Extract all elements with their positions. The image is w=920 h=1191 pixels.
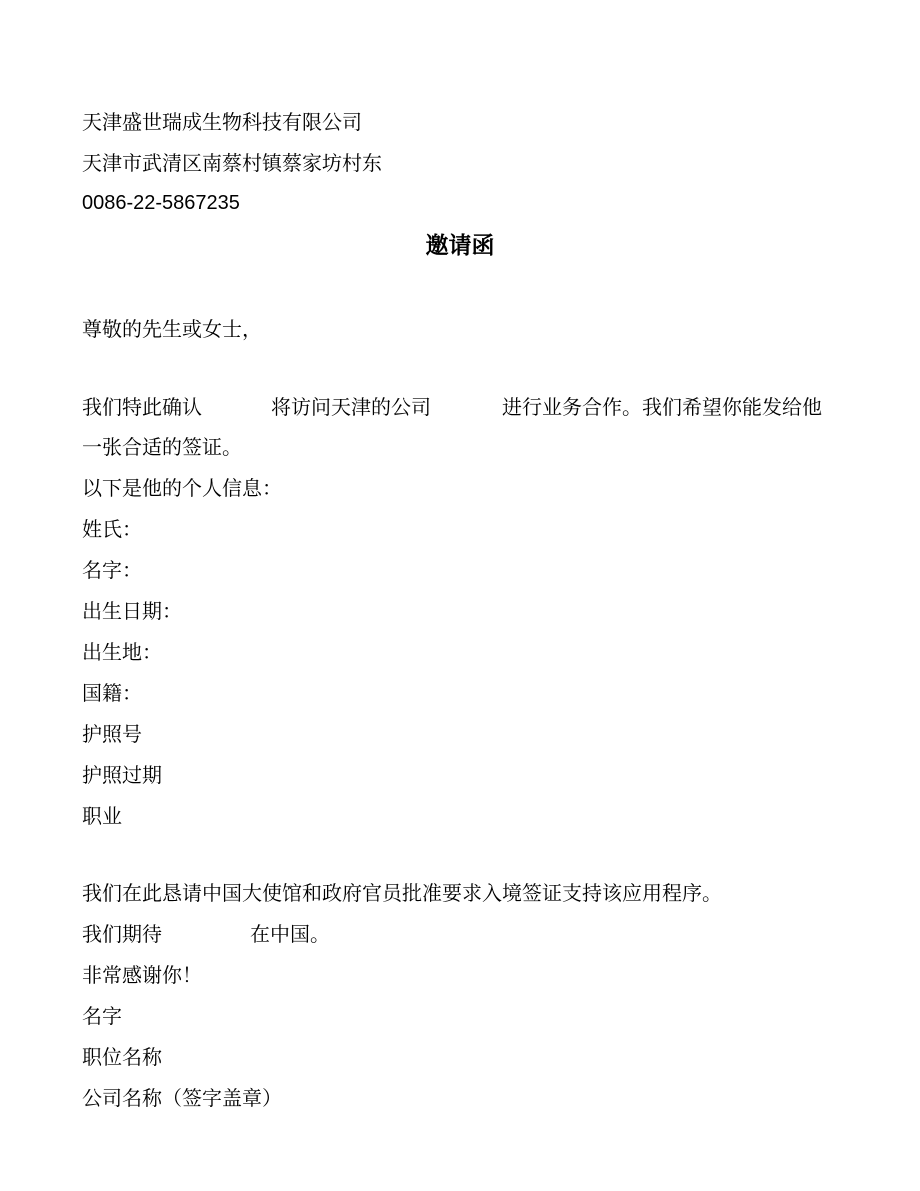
field-passport-number: 护照号	[82, 722, 142, 746]
signature-position: 职位名称	[82, 1045, 162, 1069]
field-occupation: 职业	[82, 804, 122, 828]
expect-text-2: 在中国。	[250, 922, 330, 946]
confirm-text-1: 我们特此确认	[82, 395, 202, 419]
expect-text-1: 我们期待	[82, 922, 162, 946]
confirm-text-3: 进行业务合作。我们希望你能发给他	[502, 395, 822, 419]
field-passport-expiry: 护照过期	[82, 763, 162, 787]
signature-company: 公司名称（签字盖章）	[82, 1086, 282, 1110]
salutation: 尊敬的先生或女士，	[82, 317, 262, 341]
confirm-paragraph-line1	[82, 395, 842, 419]
field-birth-date: 出生日期：	[82, 599, 182, 623]
sender-company: 天津盛世瑞成生物科技有限公司	[82, 110, 362, 134]
letter-title: 邀请函	[425, 233, 495, 259]
confirm-paragraph-line2: 一张合适的签证。	[82, 435, 242, 459]
expect-line	[82, 922, 482, 946]
field-nationality: 国籍：	[82, 681, 142, 705]
visa-request: 我们在此恳请中国大使馆和政府官员批准要求入境签证支持该应用程序。	[82, 881, 722, 905]
personal-info-intro: 以下是他的个人信息：	[82, 476, 282, 500]
field-birth-place: 出生地：	[82, 640, 162, 664]
confirm-text-2: 将访问天津的公司	[271, 395, 431, 419]
sender-phone: 0086-22-5867235	[82, 192, 240, 214]
sender-address: 天津市武清区南蔡村镇蔡家坊村东	[82, 151, 382, 175]
field-given-name: 名字：	[82, 558, 142, 582]
thanks: 非常感谢你！	[82, 963, 202, 987]
field-surname: 姓氏：	[82, 517, 142, 541]
signature-name: 名字	[82, 1004, 122, 1028]
